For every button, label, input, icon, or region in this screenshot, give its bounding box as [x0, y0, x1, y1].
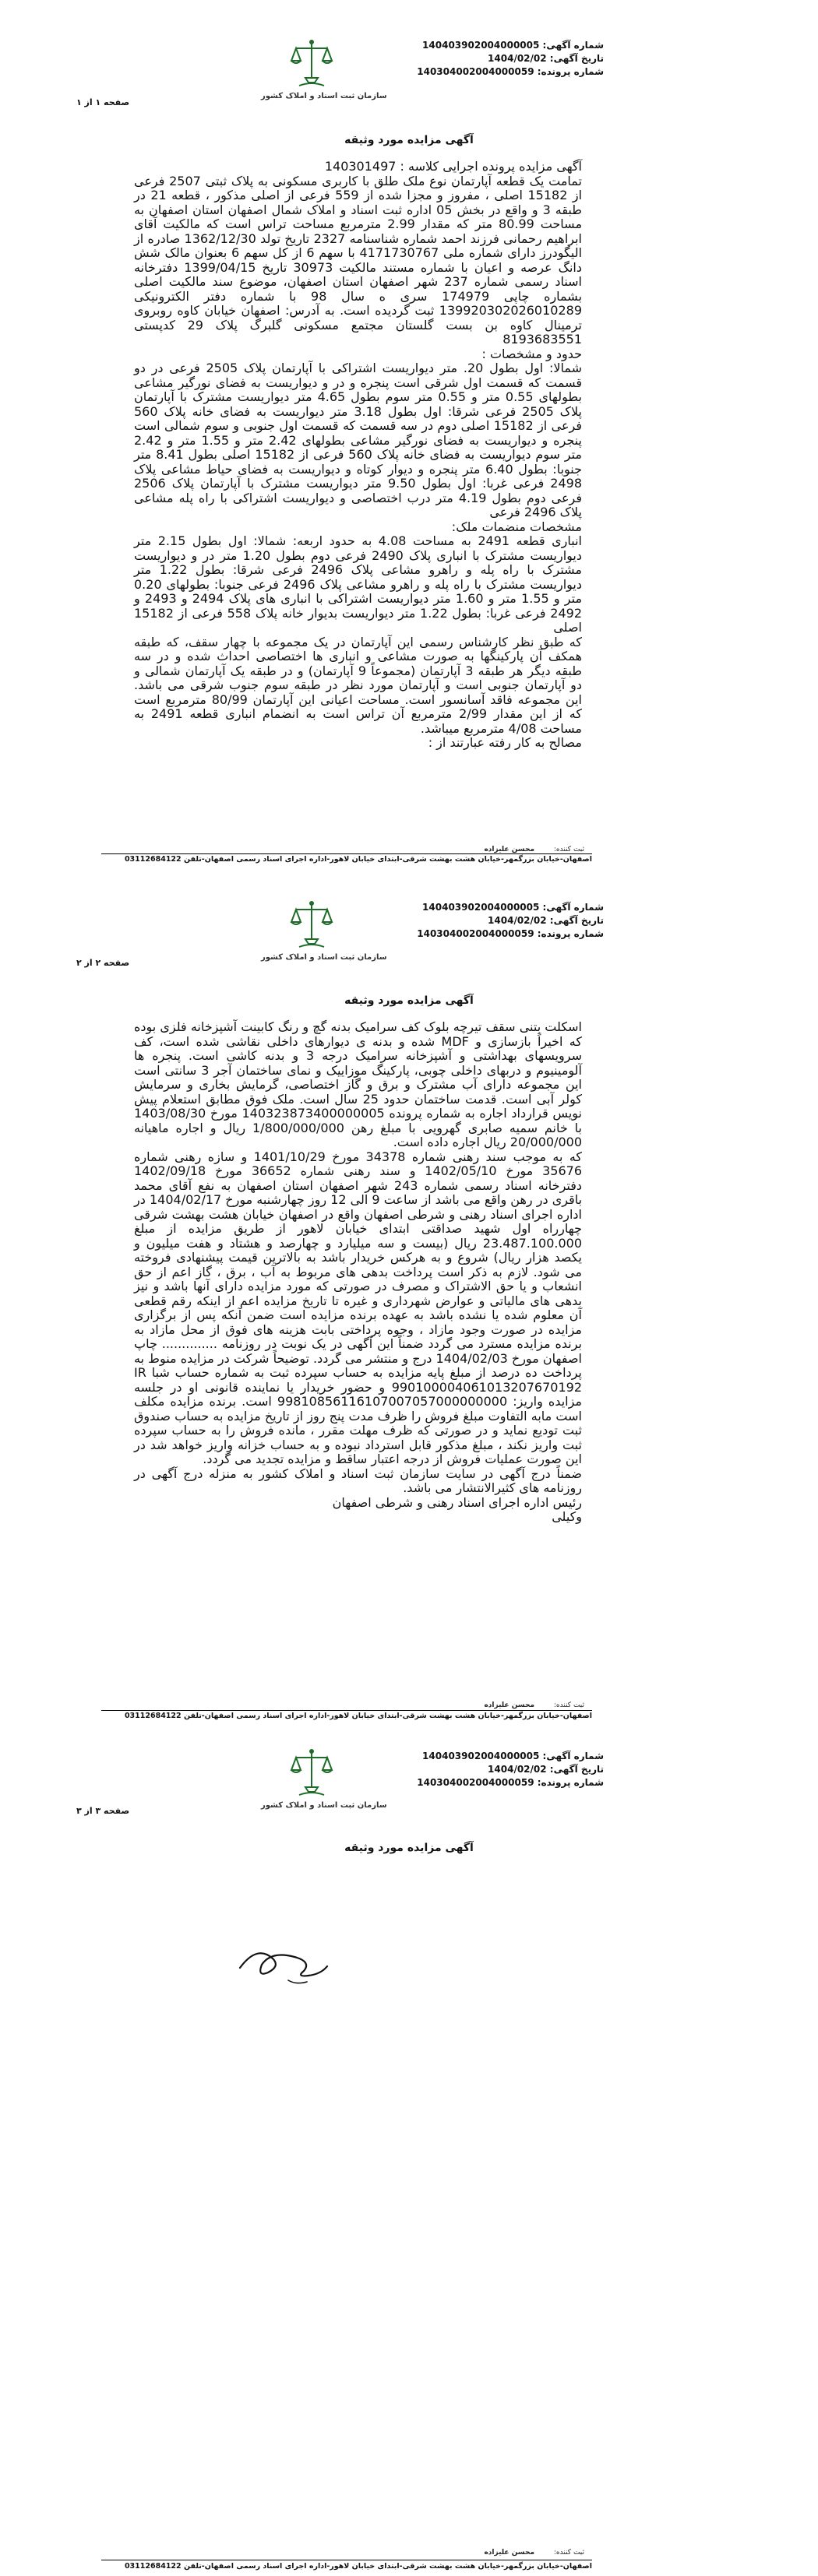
registrar-label: ثبت کننده:: [553, 1701, 584, 1709]
ad-page-2: [0, 864, 818, 1729]
scales-emblem-icon: [288, 37, 335, 92]
paragraph: که به موجب سند رهنی شماره 34378 مورخ 1401/10/29 و سازه رهنی شماره 35676 مورخ 1402/05/10 و سند رهنی شماره 36652 مورخ 1402/09/18 دفترخانه اسناد رسمی شماره 243 شهر اصفهان استان اصفهان به نفع آقای محمد باقری در رهن واقع می باشد از ساعت 9 الی 12 روز چهارشنبه مورخ 1404/02/17 در اداره اجرای اسناد رهنی و شرطی اصفهان واقع در اصفهان خیابان هشت بهشت شرقی چهارراه اول شهید صداقتی ابتدای خیابان لاهور از طریق مزایده از مبلغ 23.487.100.000 ریال (بیست و سه میلیارد و چهارصد و هشتاد و هفت میلیون و یکصد هزار ریال) شروع و به هرکس خریدار باشد به بالاترین قیمت پیشنهادی فروخته می شود. لازم به ذکر است پرداخت بدهی های مربوط به آب ، برق ، گاز اعم از حق انشعاب و یا حق الاشتراک و مصرف در صورتی که مورد مزایده دارای آنها باشد و نیز بدهی های مالیاتی و عوارض شهرداری و غیره تا تاریخ مزایده اعم از اینکه رقم قطعی آن معلوم شده یا نشده باشد به عهده برنده مزایده است ضمن آنکه پس از برگزاری مزایده در صورت وجود مازاد ، وجوه پرداختی بابت هزینه های فوق از محل مازاد به برنده مزایده مسترد می گردد ضمناً این آگهی در یک نوبت در روزنامه .............. چاپ اصفهان مورخ 1404/02/03 درج و منتشر می گردد. توضیحاً شرکت در مزایده منوط به پرداخت ده درصد از مبلغ پایه مزایده به حساب سپرده ثبت به شماره حساب شبا IR 990100004061013207670192 و حضور خریدار یا نماینده قانونی او در جلسه مزایده واریز: 99810856116107007057000000000 است. برنده مزایده مکلف است مابه التفاوت مبلغ فروش را ظرف مدت پنج روز از تاریخ مزایده به حساب صندوق ثبت تودیع نماید و در صورتی که ظرف مهلت مقرر ، مانده فروش را به حساب سپرده ثبت واریز نکند ، مبلغ مذکور قابل استرداد نبوده و به حساب خزانه واریز خواهد شد در این صورت عملیات فروش از درجه اعتبار ساقط و مزایده تجدید می گردد.: [134, 1149, 583, 1466]
paragraph: انباری قطعه 2491 به مساحت 4.08 به حدود اربعه: شمالا: اول بطول 2.15 متر دیواریست مشترک با انباری پلاک 2490 فرعی دوم بطول 1.20 متر در و دیواریست مشترک با راه پله و راهرو مشاعی پلاک 2496 فرعی شرقا: بطول 1.22 متر دیواریست مشترک با راه پله و راهرو مشاعی پلاک 2496 فرعی جنوبا: بطولهای 0.20 متر و 1.55 متر و 1.60 متر دیواریست اشتراکی با انباری های پلاک 2494 و 2493 و 2492 فرعی غربا: بطول 1.22 متر دیواریست بدیوار خانه پلاک 558 فرعی از 15182 اصلی: [134, 533, 583, 635]
registrar-name: محسن علیزاده: [484, 846, 535, 853]
ad-number: شماره آگهی: 140403902004000005: [422, 1751, 604, 1761]
paragraph: که طبق نظر کارشناس رسمی این آپارتمان در یک مجموعه با چهار سقف، که طبقه همکف آن پارکینگها به صورت مشاعی و انباری ها اختصاصی احداث شده و در سه طبقه دیگر هر طبقه 3 آپارتمان (مجموعاً 9 آپارتمان) و در طبقه یک آپارتمان شمالی و دو آپارتمان جنوبی است و آپارتمان مورد نظر در طبقه سوم جنوب شرقی می باشد. این مجموعه فاقد آسانسور است. مساحت اعیانی این آپارتمان 80/99 مترمربع است که از این مقدار 2/99 مترمربع آن تراس است به انضمام انباری قطعه 2491 به مساحت 4/08 مترمربع میباشد.: [134, 634, 583, 736]
emblem: [261, 1747, 387, 1811]
paragraph: حدود و مشخصات :: [481, 346, 582, 361]
ad-number: شماره آگهی: 140403902004000005: [422, 40, 604, 51]
ad-title: آگهی مزایده مورد وثیقه: [344, 1842, 474, 1854]
emblem: [261, 899, 387, 962]
ad-meta: [417, 901, 604, 941]
divider: [101, 853, 592, 854]
ad-date: تاریخ آگهی: 1404/02/02: [488, 915, 604, 926]
page-label: صفحه ۱ از ۱: [76, 97, 130, 107]
org-name: سازمان ثبت اسناد و املاک کشور: [261, 1801, 387, 1810]
paragraph: آگهی مزایده پرونده اجرایی کلاسه : 140301497: [324, 159, 582, 174]
emblem: [261, 37, 387, 101]
ad-meta: [417, 39, 604, 79]
paragraph: تمامت یک قطعه آپارتمان نوع ملک طلق با کاربری مسکونی به پلاک ثبتی 2507 فرعی از 15182 اصلی ، مفروز و مجزا شده از 559 فرعی از اصلی مذکور ، قطعه 21 در طبقه 3 و واقع در بخش 05 اداره ثبت اسناد و املاک شمال اصفهان استان اصفهان به مساحت 80.99 متر که مقدار 2.99 مترمربع مساحت تراس است که مالکیت آقای ابراهیم رحمانی فرزند احمد شماره شناسنامه 2327 تاریخ تولد 1362/12/30 صادره از الیگودرز دارای شماره ملی 4171730767 با سهم 6 از کل سهم 6 بعنوان مالک شش دانگ عرصه و اعیان با شماره مستند مالکیت 30973 تاریخ 1399/04/15 دفترخانه اسناد رسمی شماره 237 شهر اصفهان استان اصفهان، موضوع سند مالکیت اصلی بشماره چاپی 174979 سری ه سال 98 با شماره دفتر الکترونیکی 139920302026010289 ثبت گردیده است. به آدرس: اصفهان خیابان کاوه روبروی ترمینال کاوه بن بست گلستان مجتمع مسکونی گلبرگ پلاک 29 کدپستی 8193683551: [134, 173, 583, 347]
ad-title: آگهی مزایده مورد وثیقه: [344, 994, 474, 1007]
office-address: اصفهان-خیابان بزرگمهر-خیابان هشت بهشت شرقی-ابتدای خیابان لاهور-اداره اجرای اسناد رسمی اصفهان-تلفن 03112684122: [124, 2562, 592, 2571]
divider: [101, 1710, 592, 1711]
registrar-label: ثبت کننده:: [553, 2549, 584, 2557]
registrar: [358, 1701, 584, 1710]
scales-emblem-icon: [288, 1747, 335, 1801]
ad-page-3: [0, 1717, 818, 2576]
handwritten-signature: [234, 1937, 335, 1994]
ad-number: شماره آگهی: 140403902004000005: [422, 902, 604, 913]
org-name: سازمان ثبت اسناد و املاک کشور: [261, 953, 387, 962]
paragraph: وکیلی: [552, 1509, 582, 1524]
paragraph: شمالا: اول بطول 20. متر دیواریست اشتراکی با آپارتمان پلاک 2505 فرعی در دو قسمت که قسمت اول شرقی است پنجره و در و دیواریست به فضای نورگیر مشاعی بطولهای 0.55 متر و 0.55 متر سوم بطول 4.65 متر دیواریست مشترک با آپارتمان پلاک 2505 فرعی شرقا: اول بطول 3.18 متر دیواریست به فضای خانه پلاک 560 فرعی از 15182 اصلی دوم در سه قسمت که قسمت اول جنوبی و سوم شمالی است پنجره و دیواریست به فضای نورگیر مشاعی بطولهای 2.42 متر و 1.55 متر و 2.42 متر سوم دیواریست به فضای خانه پلاک 560 فرعی از 15182 اصلی بطول 8.41 متر جنوبا: بطول 6.40 متر پنجره و دیوار کوتاه و دیواریست به فضای حیاط مشاعی پلاک 2498 فرعی غربا: اول بطول 9.50 متر دیواریست مشترک با آپارتمان پلاک 2506 فرعی دوم بطول 4.19 متر درب اختصاصی و دیواریست اشتراکی با راه پله مشاعی پلاک 2496 فرعی: [134, 361, 583, 519]
paragraph: مشخصات منضمات ملک:: [451, 519, 582, 534]
paragraph: ضمناً درج آگهی در سایت سازمان ثبت اسناد و املاک کشور به منزله درج آگهی در روزنامه های کثیرالانتشار می باشد.: [134, 1466, 582, 1495]
registrar-label: ثبت کننده:: [553, 846, 584, 853]
office-address: اصفهان-خیابان بزرگمهر-خیابان هشت بهشت شرقی-ابتدای خیابان لاهور-اداره اجرای اسناد رسمی اصفهان-تلفن 03112684122: [124, 1712, 592, 1720]
ad-title: آگهی مزایده مورد وثیقه: [344, 134, 474, 146]
paragraph: مصالح به کار رفته عبارتند از :: [428, 735, 582, 750]
file-number: شماره پرونده: 140304002004000059: [417, 928, 604, 939]
ad-body: [134, 160, 582, 751]
ad-date: تاریخ آگهی: 1404/02/02: [488, 53, 604, 64]
ad-meta: [417, 1750, 604, 1789]
registrar: [358, 2549, 584, 2557]
page-label: صفحه ۳ از ۳: [76, 1806, 130, 1816]
signature-icon: [234, 1937, 335, 1991]
file-number: شماره پرونده: 140304002004000059: [417, 66, 604, 77]
ad-page-1: [0, 0, 818, 864]
org-name: سازمان ثبت اسناد و املاک کشور: [261, 92, 387, 100]
scales-emblem-icon: [288, 899, 335, 953]
office-address: اصفهان-خیابان بزرگمهر-خیابان هشت بهشت شرقی-ابتدای خیابان لاهور-اداره اجرای اسناد رسمی اصفهان-تلفن 03112684122: [124, 855, 592, 864]
paragraph: اسکلت بتنی سقف تیرچه بلوک کف سرامیک بدنه گچ و رنگ کابینت آشپزخانه فلزی بوده که اخیراً بازسازی و MDF شده و بدنه ی دیوارهای داخلی نقاشی شده است، کف سرویسهای بهداشتی و آشپزخانه سرامیک درجه 3 و بدنه کاشی است. پنجره ها آلومینیوم و دربهای داخلی چوبی، پارکینگ موزاییک و نمای ساختمان آجر 3 سانتی است این مجموعه دارای آب مشترک و برق و گاز اختصاصی، گرمایش بخاری و سرمایش کولر آبی است. قدمت ساختمان حدود 25 سال است. ملک فوق مطابق استعلام پیش نویس قرارداد اجاره به شماره پرونده 140323873400000005 مورخ 1403/08/30 با خانم سمیه صابری گهرویی با مبلغ رهن 1/800/000/000 ریال و اجاره ماهیانه 20/000/000 ریال اجاره داده است.: [134, 1019, 583, 1149]
paragraph: رئیس اداره اجرای اسناد رهنی و شرطی اصفهان: [332, 1494, 582, 1510]
file-number: شماره پرونده: 140304002004000059: [417, 1777, 604, 1788]
ad-date: تاریخ آگهی: 1404/02/02: [488, 1764, 604, 1775]
page-label: صفحه ۲ از ۲: [76, 958, 130, 968]
registrar-name: محسن علیزاده: [484, 1701, 535, 1709]
registrar-name: محسن علیزاده: [484, 2549, 535, 2557]
ad-body: [134, 1020, 582, 1525]
